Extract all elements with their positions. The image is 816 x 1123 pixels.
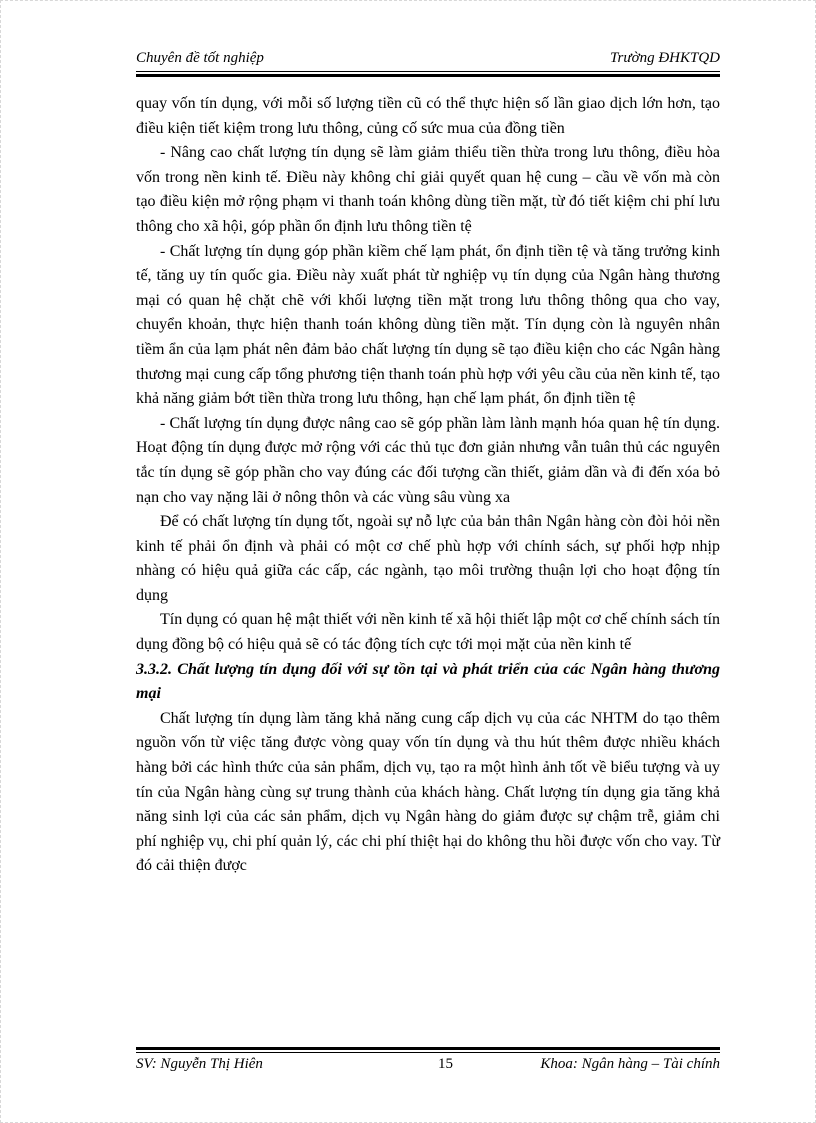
paragraph-4: - Chất lượng tín dụng được nâng cao sẽ góp phần làm lành mạnh hóa quan hệ tín dụng. Hoạt động tín dụng được mở rộng với các thủ tục đơn giản nhưng vẫn tuân thủ các nguyên tắc tín dụng sẽ góp phần cho vay đúng các đối tượng cần thiết, giảm dần và đi đến xóa bỏ nạn cho vay nặng lãi ở nông thôn và các vùng sâu vùng xa xyxy=(136,414,720,506)
page-header xyxy=(136,48,720,70)
footer-faculty: Khoa: Ngân hàng – Tài chính xyxy=(540,1056,720,1072)
paragraph-2: - Nâng cao chất lượng tín dụng sẽ làm giảm thiểu tiền thừa trong lưu thông, điều hòa vốn trong nền kinh tế. Điều này không chỉ giải quyết quan hệ cung – cầu về vốn mà còn tạo điều kiện mở rộng phạm vi thanh toán không dùng tiền mặt, từ đó tiết kiệm chi phí lưu thông cho xã hội, góp phần ổn định lưu thông tiền tệ xyxy=(136,144,720,235)
page-number: 15 xyxy=(438,1056,453,1072)
header-rule-thick xyxy=(136,74,720,77)
page-body xyxy=(136,92,720,879)
header-document-type: Chuyên đề tốt nghiệp xyxy=(136,50,264,66)
paragraph-3: - Chất lượng tín dụng góp phần kiềm chế lạm phát, ổn định tiền tệ và tăng trưởng kinh tế, tăng uy tín quốc gia. Điều này xuất phát từ nghiệp vụ tín dụng của Ngân hàng thương mại có quan hệ chặt chẽ với khối lượng tiền mặt trong lưu thông thông qua cho vay, chuyển khoản, thực hiện thanh toán không dùng tiền mặt. Tín dụng còn là nguyên nhân tiềm ẩn của lạm phát nên đảm bảo chất lượng tín dụng sẽ tạo điều kiện cho các Ngân hàng thương mại cung cấp tổng phương tiện thanh toán phù hợp với yêu cầu của nền kinh tế, tạo khả năng giảm bớt tiền thừa trong lưu thông, hạn chế lạm phát, ổn định tiền tệ xyxy=(136,242,720,408)
section-heading: 3.3.2. Chất lượng tín dụng đối với sự tồn tại và phát triển của các Ngân hàng thương mại xyxy=(136,660,720,703)
header-rule-thin xyxy=(136,71,720,72)
footer-student-name: SV: Nguyễn Thị Hiên xyxy=(136,1056,263,1072)
page-footer xyxy=(136,1056,720,1078)
paragraph-6: Tín dụng có quan hệ mật thiết với nền kinh tế xã hội thiết lập một cơ chế chính sách tín dụng đồng bộ có hiệu quả sẽ có tác động tích cực tới mọi mặt của nền kinh tế xyxy=(136,611,720,654)
footer-rule-thin xyxy=(136,1052,720,1053)
footer-rule-thick xyxy=(136,1047,720,1050)
paragraph-1: quay vốn tín dụng, với mỗi số lượng tiền cũ có thể thực hiện số lần giao dịch lớn hơn, tạo điều kiện tiết kiệm trong lưu thông, củng cố sức mua của đồng tiền xyxy=(136,95,720,137)
paragraph-7: Chất lượng tín dụng làm tăng khả năng cung cấp dịch vụ của các NHTM do tạo thêm nguồn vốn từ việc tăng được vòng quay vốn tín dụng và thu hút thêm được nhiều khách hàng bởi các hình thức của sản phẩm, dịch vụ, tạo ra một hình ảnh tốt về biểu tượng và uy tín của Ngân hàng cùng sự trung thành của khách hàng. Chất lượng tín dụng gia tăng khả năng sinh lợi của các sản phẩm, dịch vụ Ngân hàng do giảm được sự chậm trễ, giảm chi phí nghiệp vụ, chi phí quản lý, các chi phí thiệt hại do không thu hồi được vốn cho vay. Từ đó cải thiện được xyxy=(136,709,720,875)
header-university: Trường ĐHKTQD xyxy=(610,50,720,66)
paragraph-5: Để có chất lượng tín dụng tốt, ngoài sự nỗ lực của bản thân Ngân hàng còn đòi hỏi nền kinh tế phải ổn định và phải có một cơ chế phù hợp với chính sách, sự phối hợp nhịp nhàng có hiệu quả giữa các cấp, các ngành, tạo môi trường thuận lợi cho hoạt động tín dụng xyxy=(136,513,720,604)
